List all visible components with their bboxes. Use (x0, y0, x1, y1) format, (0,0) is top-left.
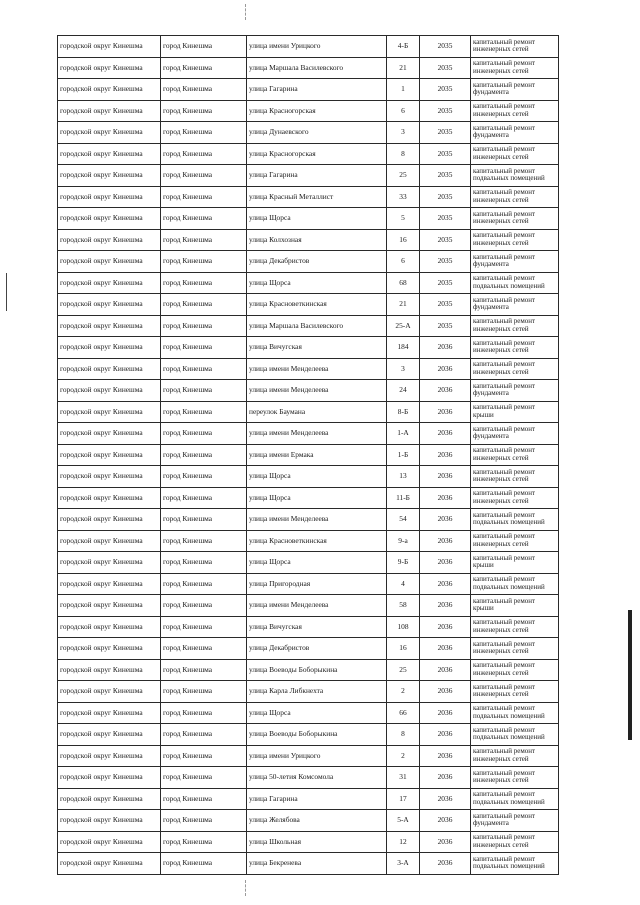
work-type-cell: капитальный ремонт подвальных помещений (471, 702, 559, 724)
district-cell: городской округ Кинешма (58, 831, 161, 853)
table-row (58, 638, 559, 660)
city-cell: город Кинешма (161, 380, 247, 402)
year-cell: 2036 (420, 616, 471, 638)
district-cell: городской округ Кинешма (58, 229, 161, 251)
district-cell: городской округ Кинешма (58, 186, 161, 208)
house-number-cell: 13 (387, 466, 420, 488)
house-number-cell: 3 (387, 122, 420, 144)
work-type-cell: капитальный ремонт инженерных сетей (471, 208, 559, 230)
city-cell: город Кинешма (161, 100, 247, 122)
year-cell: 2036 (420, 638, 471, 660)
table-row (58, 853, 559, 875)
work-type-cell: капитальный ремонт подвальных помещений (471, 788, 559, 810)
table-row (58, 251, 559, 273)
house-number-cell: 1-Б (387, 444, 420, 466)
work-type-cell: капитальный ремонт инженерных сетей (471, 487, 559, 509)
year-cell: 2036 (420, 401, 471, 423)
city-cell: город Кинешма (161, 79, 247, 101)
city-cell: город Кинешма (161, 767, 247, 789)
house-number-cell: 8-Б (387, 401, 420, 423)
work-type-cell: капитальный ремонт инженерных сетей (471, 36, 559, 58)
year-cell: 2035 (420, 315, 471, 337)
street-cell: улица Пригородная (247, 573, 387, 595)
district-cell: городской округ Кинешма (58, 487, 161, 509)
city-cell: город Кинешма (161, 466, 247, 488)
street-cell: улица Гагарина (247, 165, 387, 187)
district-cell: городской округ Кинешма (58, 702, 161, 724)
year-cell: 2035 (420, 186, 471, 208)
table-row (58, 36, 559, 58)
year-cell: 2035 (420, 251, 471, 273)
district-cell: городской округ Кинешма (58, 681, 161, 703)
house-number-cell: 5 (387, 208, 420, 230)
street-cell: улица 50-летия Комсомола (247, 767, 387, 789)
house-number-cell: 4-Б (387, 36, 420, 58)
district-cell: городской округ Кинешма (58, 444, 161, 466)
house-number-cell: 2 (387, 745, 420, 767)
house-number-cell: 16 (387, 638, 420, 660)
table-row (58, 143, 559, 165)
year-cell: 2036 (420, 423, 471, 445)
house-number-cell: 68 (387, 272, 420, 294)
work-type-cell: капитальный ремонт инженерных сетей (471, 143, 559, 165)
district-cell: городской округ Кинешма (58, 122, 161, 144)
table-row (58, 659, 559, 681)
work-type-cell: капитальный ремонт инженерных сетей (471, 229, 559, 251)
table-row (58, 616, 559, 638)
table-row (58, 530, 559, 552)
house-number-cell: 21 (387, 294, 420, 316)
year-cell: 2036 (420, 466, 471, 488)
year-cell: 2036 (420, 595, 471, 617)
house-number-cell: 24 (387, 380, 420, 402)
city-cell: город Кинешма (161, 57, 247, 79)
work-type-cell: капитальный ремонт инженерных сетей (471, 466, 559, 488)
work-type-cell: капитальный ремонт фундамента (471, 79, 559, 101)
table-row (58, 552, 559, 574)
work-type-cell: капитальный ремонт инженерных сетей (471, 530, 559, 552)
table-row (58, 487, 559, 509)
district-cell: городской округ Кинешма (58, 337, 161, 359)
city-cell: город Кинешма (161, 36, 247, 58)
house-number-cell: 5-А (387, 810, 420, 832)
house-number-cell: 3-А (387, 853, 420, 875)
house-number-cell: 25 (387, 165, 420, 187)
work-type-cell: капитальный ремонт инженерных сетей (471, 659, 559, 681)
work-type-cell: капитальный ремонт инженерных сетей (471, 186, 559, 208)
city-cell: город Кинешма (161, 530, 247, 552)
house-number-cell: 54 (387, 509, 420, 531)
street-cell: улица имени Менделеева (247, 423, 387, 445)
street-cell: улица Декабристов (247, 251, 387, 273)
district-cell: городской округ Кинешма (58, 788, 161, 810)
city-cell: город Кинешма (161, 702, 247, 724)
table-row (58, 810, 559, 832)
house-number-cell: 58 (387, 595, 420, 617)
house-number-cell: 31 (387, 767, 420, 789)
work-type-cell: капитальный ремонт фундамента (471, 294, 559, 316)
street-cell: переулок Баумана (247, 401, 387, 423)
year-cell: 2036 (420, 767, 471, 789)
house-number-cell: 6 (387, 100, 420, 122)
street-cell: улица Вичугская (247, 337, 387, 359)
city-cell: город Кинешма (161, 337, 247, 359)
street-cell: улица имени Урицкого (247, 745, 387, 767)
house-number-cell: 1 (387, 79, 420, 101)
city-cell: город Кинешма (161, 509, 247, 531)
city-cell: город Кинешма (161, 122, 247, 144)
street-cell: улица имени Менделеева (247, 509, 387, 531)
city-cell: город Кинешма (161, 423, 247, 445)
house-number-cell: 21 (387, 57, 420, 79)
street-cell: улица Красногорская (247, 143, 387, 165)
table-row (58, 186, 559, 208)
scan-fold-mark-top (245, 4, 247, 20)
district-cell: городской округ Кинешма (58, 767, 161, 789)
street-cell: улица Маршала Василевского (247, 315, 387, 337)
district-cell: городской округ Кинешма (58, 358, 161, 380)
work-type-cell: капитальный ремонт инженерных сетей (471, 358, 559, 380)
table-row (58, 724, 559, 746)
table-row (58, 767, 559, 789)
table-row (58, 831, 559, 853)
work-type-cell: капитальный ремонт инженерных сетей (471, 745, 559, 767)
city-cell: город Кинешма (161, 724, 247, 746)
table-body (58, 36, 559, 875)
work-type-cell: капитальный ремонт инженерных сетей (471, 767, 559, 789)
city-cell: город Кинешма (161, 444, 247, 466)
street-cell: улица Щорса (247, 552, 387, 574)
house-number-cell: 12 (387, 831, 420, 853)
district-cell: городской округ Кинешма (58, 315, 161, 337)
house-number-cell: 108 (387, 616, 420, 638)
table-row (58, 380, 559, 402)
city-cell: город Кинешма (161, 831, 247, 853)
city-cell: город Кинешма (161, 401, 247, 423)
table-row (58, 272, 559, 294)
street-cell: улица имени Менделеева (247, 595, 387, 617)
house-number-cell: 9-Б (387, 552, 420, 574)
street-cell: улица Маршала Василевского (247, 57, 387, 79)
work-type-cell: капитальный ремонт инженерных сетей (471, 315, 559, 337)
city-cell: город Кинешма (161, 487, 247, 509)
district-cell: городской округ Кинешма (58, 466, 161, 488)
city-cell: город Кинешма (161, 186, 247, 208)
district-cell: городской округ Кинешма (58, 745, 161, 767)
district-cell: городской округ Кинешма (58, 573, 161, 595)
house-number-cell: 8 (387, 724, 420, 746)
table-row (58, 466, 559, 488)
district-cell: городской округ Кинешма (58, 100, 161, 122)
district-cell: городской округ Кинешма (58, 659, 161, 681)
year-cell: 2036 (420, 552, 471, 574)
work-type-cell: капитальный ремонт фундамента (471, 122, 559, 144)
house-number-cell: 9-а (387, 530, 420, 552)
city-cell: город Кинешма (161, 294, 247, 316)
street-cell: улица Красный Металлист (247, 186, 387, 208)
house-number-cell: 17 (387, 788, 420, 810)
year-cell: 2036 (420, 788, 471, 810)
year-cell: 2036 (420, 573, 471, 595)
street-cell: улица Гагарина (247, 79, 387, 101)
house-number-cell: 33 (387, 186, 420, 208)
table-row (58, 165, 559, 187)
table-row (58, 294, 559, 316)
house-number-cell: 3 (387, 358, 420, 380)
table-row (58, 788, 559, 810)
year-cell: 2036 (420, 853, 471, 875)
city-cell: город Кинешма (161, 616, 247, 638)
work-type-cell: капитальный ремонт подвальных помещений (471, 165, 559, 187)
district-cell: городской округ Кинешма (58, 616, 161, 638)
district-cell: городской округ Кинешма (58, 853, 161, 875)
house-number-cell: 66 (387, 702, 420, 724)
table-row (58, 79, 559, 101)
street-cell: улица Колхозная (247, 229, 387, 251)
year-cell: 2036 (420, 702, 471, 724)
city-cell: город Кинешма (161, 358, 247, 380)
street-cell: улица Воеводы Боборыкина (247, 724, 387, 746)
district-cell: городской округ Кинешма (58, 143, 161, 165)
table-row (58, 423, 559, 445)
district-cell: городской округ Кинешма (58, 724, 161, 746)
house-number-cell: 8 (387, 143, 420, 165)
scan-fold-mark-bottom (245, 880, 247, 896)
district-cell: городской округ Кинешма (58, 380, 161, 402)
table-row (58, 100, 559, 122)
table-row (58, 444, 559, 466)
year-cell: 2035 (420, 79, 471, 101)
scan-margin-mark (6, 273, 7, 311)
city-cell: город Кинешма (161, 229, 247, 251)
table-row (58, 745, 559, 767)
street-cell: улица имени Урицкого (247, 36, 387, 58)
district-cell: городской округ Кинешма (58, 272, 161, 294)
table-row (58, 702, 559, 724)
work-type-cell: капитальный ремонт крыши (471, 552, 559, 574)
district-cell: городской округ Кинешма (58, 57, 161, 79)
work-type-cell: капитальный ремонт инженерных сетей (471, 444, 559, 466)
street-cell: улица имени Менделеева (247, 380, 387, 402)
table-row (58, 337, 559, 359)
city-cell: город Кинешма (161, 315, 247, 337)
street-cell: улица Красноветкинская (247, 294, 387, 316)
year-cell: 2035 (420, 294, 471, 316)
district-cell: городской округ Кинешма (58, 638, 161, 660)
work-type-cell: капитальный ремонт подвальных помещений (471, 272, 559, 294)
district-cell: городской округ Кинешма (58, 36, 161, 58)
street-cell: улица Гагарина (247, 788, 387, 810)
year-cell: 2036 (420, 487, 471, 509)
work-type-cell: капитальный ремонт фундамента (471, 810, 559, 832)
year-cell: 2035 (420, 100, 471, 122)
city-cell: город Кинешма (161, 810, 247, 832)
street-cell: улица Щорса (247, 208, 387, 230)
table-row (58, 573, 559, 595)
district-cell: городской округ Кинешма (58, 552, 161, 574)
district-cell: городской округ Кинешма (58, 509, 161, 531)
work-type-cell: капитальный ремонт фундамента (471, 251, 559, 273)
street-cell: улица Вичугская (247, 616, 387, 638)
work-type-cell: капитальный ремонт инженерных сетей (471, 616, 559, 638)
work-type-cell: капитальный ремонт подвальных помещений (471, 853, 559, 875)
city-cell: город Кинешма (161, 143, 247, 165)
work-type-cell: капитальный ремонт подвальных помещений (471, 509, 559, 531)
street-cell: улица Щорса (247, 702, 387, 724)
year-cell: 2035 (420, 36, 471, 58)
street-cell: улица Воеводы Боборыкина (247, 659, 387, 681)
city-cell: город Кинешма (161, 573, 247, 595)
street-cell: улица Декабристов (247, 638, 387, 660)
city-cell: город Кинешма (161, 272, 247, 294)
year-cell: 2036 (420, 380, 471, 402)
district-cell: городской округ Кинешма (58, 423, 161, 445)
city-cell: город Кинешма (161, 552, 247, 574)
street-cell: улица Красногорская (247, 100, 387, 122)
district-cell: городской округ Кинешма (58, 595, 161, 617)
table-row (58, 315, 559, 337)
house-number-cell: 1-А (387, 423, 420, 445)
table-row (58, 358, 559, 380)
year-cell: 2035 (420, 122, 471, 144)
street-cell: улица Школьная (247, 831, 387, 853)
year-cell: 2035 (420, 165, 471, 187)
year-cell: 2036 (420, 724, 471, 746)
city-cell: город Кинешма (161, 788, 247, 810)
street-cell: улица Щорса (247, 487, 387, 509)
city-cell: город Кинешма (161, 595, 247, 617)
year-cell: 2036 (420, 810, 471, 832)
district-cell: городской округ Кинешма (58, 294, 161, 316)
work-type-cell: капитальный ремонт подвальных помещений (471, 573, 559, 595)
city-cell: город Кинешма (161, 638, 247, 660)
city-cell: город Кинешма (161, 853, 247, 875)
house-number-cell: 16 (387, 229, 420, 251)
city-cell: город Кинешма (161, 745, 247, 767)
house-number-cell: 4 (387, 573, 420, 595)
street-cell: улица Бекренева (247, 853, 387, 875)
city-cell: город Кинешма (161, 208, 247, 230)
work-type-cell: капитальный ремонт крыши (471, 401, 559, 423)
city-cell: город Кинешма (161, 659, 247, 681)
street-cell: улица Щорса (247, 466, 387, 488)
house-number-cell: 2 (387, 681, 420, 703)
street-cell: улица имени Ермака (247, 444, 387, 466)
table-row (58, 401, 559, 423)
table-row (58, 122, 559, 144)
work-type-cell: капитальный ремонт инженерных сетей (471, 337, 559, 359)
scan-edge-mark (628, 610, 632, 740)
table-row (58, 595, 559, 617)
district-cell: городской округ Кинешма (58, 530, 161, 552)
year-cell: 2035 (420, 57, 471, 79)
house-number-cell: 11-Б (387, 487, 420, 509)
district-cell: городской округ Кинешма (58, 208, 161, 230)
table-row (58, 229, 559, 251)
year-cell: 2036 (420, 831, 471, 853)
table-row (58, 208, 559, 230)
year-cell: 2036 (420, 681, 471, 703)
district-cell: городской округ Кинешма (58, 79, 161, 101)
year-cell: 2035 (420, 208, 471, 230)
work-type-cell: капитальный ремонт крыши (471, 595, 559, 617)
work-type-cell: капитальный ремонт инженерных сетей (471, 831, 559, 853)
work-type-cell: капитальный ремонт инженерных сетей (471, 57, 559, 79)
year-cell: 2036 (420, 444, 471, 466)
house-number-cell: 25-А (387, 315, 420, 337)
work-type-cell: капитальный ремонт подвальных помещений (471, 724, 559, 746)
year-cell: 2036 (420, 509, 471, 531)
work-type-cell: капитальный ремонт фундамента (471, 380, 559, 402)
year-cell: 2036 (420, 358, 471, 380)
street-cell: улица имени Менделеева (247, 358, 387, 380)
year-cell: 2035 (420, 143, 471, 165)
district-cell: городской округ Кинешма (58, 165, 161, 187)
table-row (58, 509, 559, 531)
district-cell: городской округ Кинешма (58, 401, 161, 423)
street-cell: улица Дунаевского (247, 122, 387, 144)
district-cell: городской округ Кинешма (58, 810, 161, 832)
year-cell: 2036 (420, 530, 471, 552)
work-type-cell: капитальный ремонт инженерных сетей (471, 638, 559, 660)
street-cell: улица Щорса (247, 272, 387, 294)
year-cell: 2035 (420, 272, 471, 294)
street-cell: улица Красноветкинская (247, 530, 387, 552)
year-cell: 2036 (420, 337, 471, 359)
year-cell: 2036 (420, 745, 471, 767)
year-cell: 2036 (420, 659, 471, 681)
street-cell: улица Карла Либкнехта (247, 681, 387, 703)
city-cell: город Кинешма (161, 165, 247, 187)
repair-schedule-table (57, 35, 559, 875)
house-number-cell: 184 (387, 337, 420, 359)
house-number-cell: 25 (387, 659, 420, 681)
house-number-cell: 6 (387, 251, 420, 273)
city-cell: город Кинешма (161, 681, 247, 703)
work-type-cell: капитальный ремонт инженерных сетей (471, 100, 559, 122)
table-row (58, 681, 559, 703)
district-cell: городской округ Кинешма (58, 251, 161, 273)
city-cell: город Кинешма (161, 251, 247, 273)
work-type-cell: капитальный ремонт фундамента (471, 423, 559, 445)
table-row (58, 57, 559, 79)
year-cell: 2035 (420, 229, 471, 251)
work-type-cell: капитальный ремонт инженерных сетей (471, 681, 559, 703)
street-cell: улица Желябова (247, 810, 387, 832)
